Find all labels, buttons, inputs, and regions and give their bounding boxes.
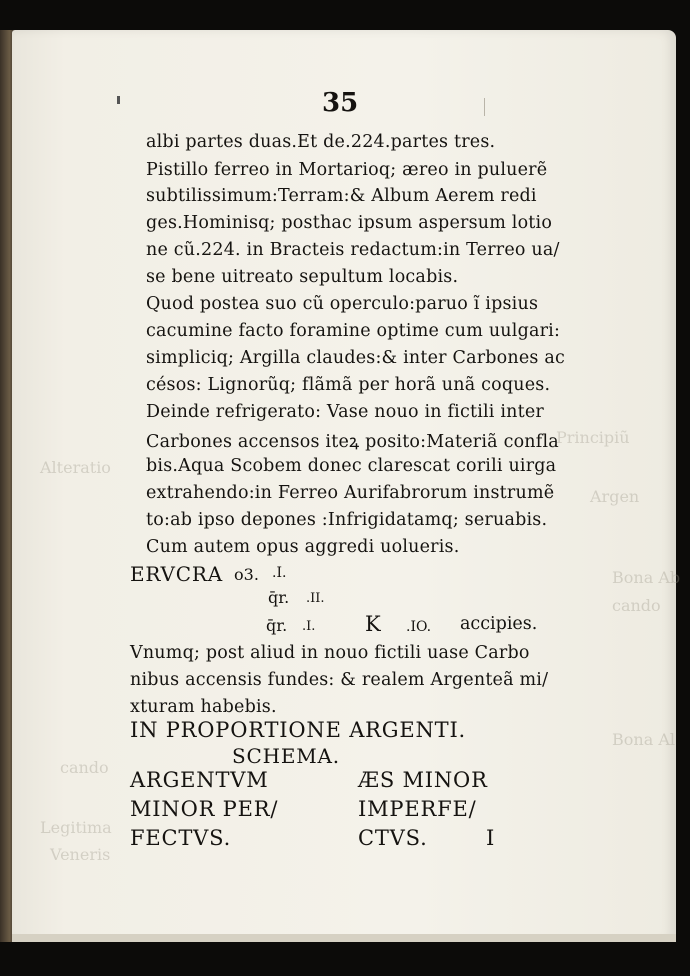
schema-heading: SCHEMA. xyxy=(232,744,340,768)
text-line: extrahendo:in Ferreo Aurifabrorum instrumẽ xyxy=(146,483,555,503)
text-line: bis.Aqua Scobem donec clarescat corili uirga xyxy=(146,456,557,476)
text-line: se bene uitreato sepultum locabis. xyxy=(146,267,459,287)
bleed-text: Bona Al xyxy=(612,730,675,749)
schema-right-label: IMPERFE/ xyxy=(358,797,477,821)
text-line: césos: Lignorũq; flãmã per horã unã coques. xyxy=(146,375,551,395)
bleed-text: Bona Ab xyxy=(612,568,681,587)
recipe-quantity: .II. xyxy=(306,591,325,606)
recipe-unit: q̄r. xyxy=(266,616,288,635)
schema-left-label: FECTVS. xyxy=(130,826,232,850)
text-line: cacumine facto foramine optime cum uulgari: xyxy=(146,321,561,341)
bleed-text: cando xyxy=(612,596,661,615)
page-number: 35 xyxy=(322,88,359,118)
section-heading: IN PROPORTIONE ARGENTI. xyxy=(130,718,467,742)
recipe-item: K xyxy=(365,612,381,636)
text-line: Quod postea suo cũ operculo:paruo ĩ ipsius xyxy=(146,294,539,314)
recipe-verb: accipies. xyxy=(460,614,538,634)
text-line: subtilissimum:Terram:& Album Aerem redi xyxy=(146,186,537,206)
bleed-text: Veneris xyxy=(50,845,111,864)
text-line: ges.Hominisq; posthac ipsum aspersum lotio xyxy=(146,213,553,233)
recipe-amount: .IO. xyxy=(406,619,432,635)
bleed-text: Legitima xyxy=(40,818,112,837)
bleed-text: cando xyxy=(60,758,109,777)
schema-left-label: ARGENTVM xyxy=(130,768,269,792)
schema-marker: I xyxy=(486,826,496,850)
bleed-text: Alteratio xyxy=(40,458,111,477)
recipe-ingredient: ERVCRA xyxy=(130,562,223,586)
bleed-text: Principiũ xyxy=(556,428,630,447)
recipe-quantity: .I. xyxy=(272,565,287,581)
text-line: Carbones accensos iteꝝ posito:Materiã confla xyxy=(146,432,559,452)
text-line: xturam habebis. xyxy=(130,697,277,717)
text-line: Cum autem opus aggredi uolueris. xyxy=(146,537,460,557)
text-line: nibus accensis fundes: & realem Argenteã mi/ xyxy=(130,670,549,690)
bleed-text: Argen xyxy=(590,487,640,506)
schema-right-label: CTVS. xyxy=(358,826,428,850)
text-line: simpliciq; Argilla claudes:& inter Carbones ac xyxy=(146,348,566,368)
text-line: ne cũ.224. in Bracteis redactum:in Terreo ua/ xyxy=(146,240,560,260)
recipe-unit: q̄r. xyxy=(268,588,290,607)
text-line: Vnumq; post aliud in nouo fictili uase Carbo xyxy=(130,643,530,663)
page-edge xyxy=(12,934,676,942)
text-line: Deinde refrigerato: Vase nouo in fictili inter xyxy=(146,402,544,422)
text-line: Pistillo ferreo in Mortarioq; æreo in puluerẽ xyxy=(146,160,548,180)
schema-right-label: ÆS MINOR xyxy=(358,768,488,792)
schema-left-label: MINOR PER/ xyxy=(130,797,279,821)
text-line: to:ab ipso depones :Infrigidatamq; seruabis. xyxy=(146,510,548,530)
margin-mark xyxy=(484,98,485,116)
recipe-unit: o3. xyxy=(234,565,259,584)
recipe-quantity: .I. xyxy=(302,619,316,634)
margin-mark xyxy=(117,96,120,104)
text-line: albi partes duas.Et de.224.partes tres. xyxy=(146,132,496,152)
